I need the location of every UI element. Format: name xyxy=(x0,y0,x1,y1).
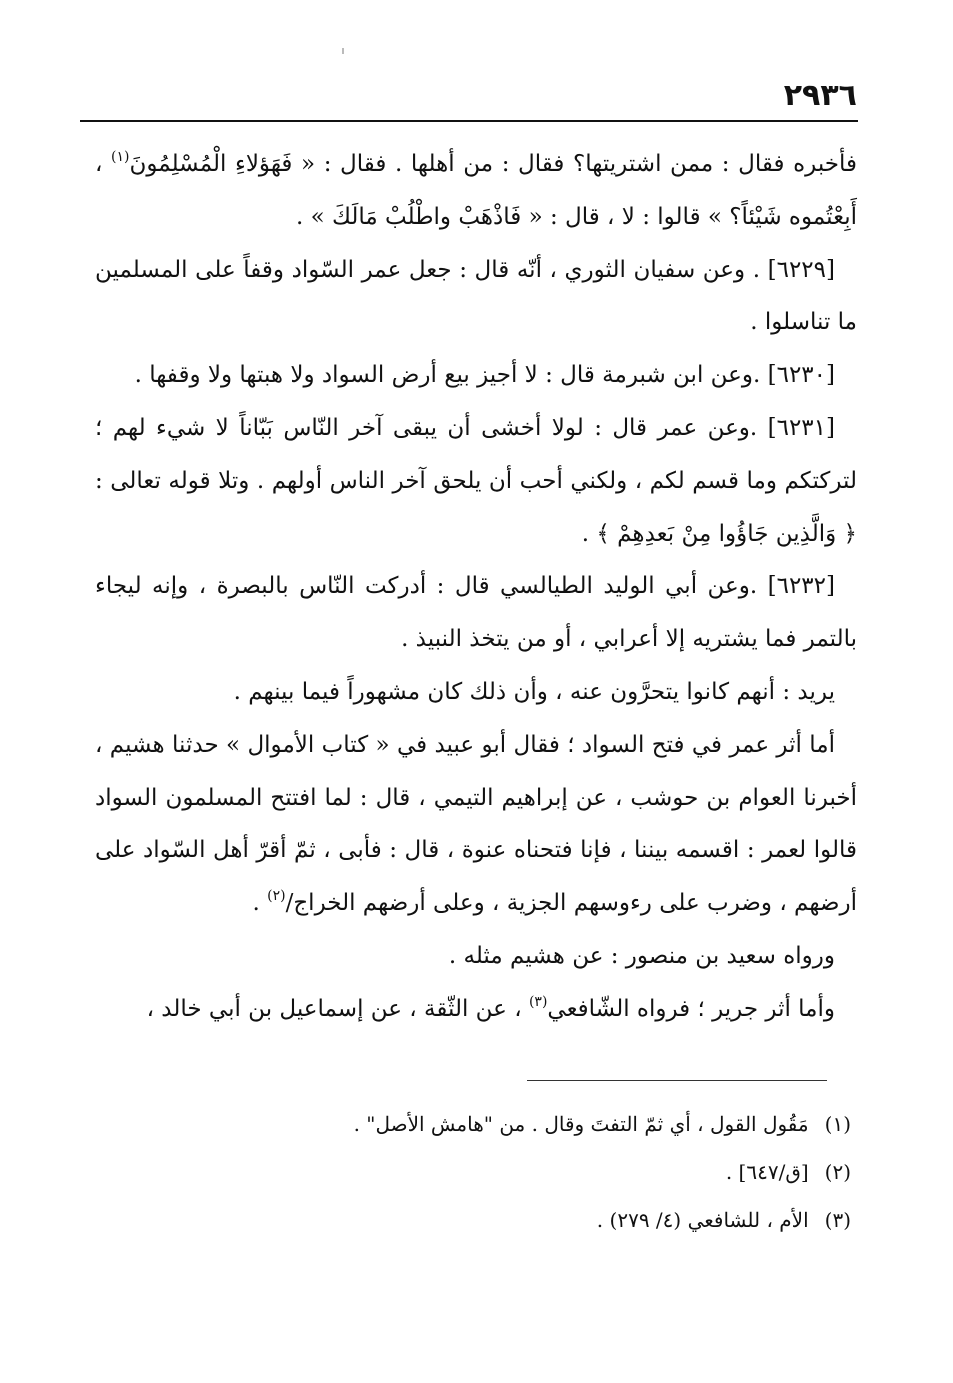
paragraph-text: . xyxy=(252,890,268,917)
paragraph xyxy=(95,666,857,719)
footnote-ref: (٣) xyxy=(528,993,548,1010)
paragraph-text: فأخبره فقال : ممن اشتريتها؟ فقال : من أهلها . فقال : « فَهَؤلاءِ الْمُسْلِمُونَ xyxy=(129,151,857,177)
paragraph xyxy=(95,244,857,350)
footnote-ref: (٢) xyxy=(267,888,286,905)
footnote xyxy=(111,1148,851,1196)
footnote xyxy=(111,1100,851,1148)
main-text xyxy=(95,138,857,1036)
footnote-separator xyxy=(527,1080,827,1081)
footnote-number: (١) xyxy=(824,1112,851,1136)
paragraph-text: [٦٢٢٩] . وعن سفيان الثوري ، أنّه قال : جعل عمر السّواد وقفاً على المسلمين ما تناسلوا . xyxy=(95,256,857,336)
paragraph xyxy=(95,719,857,930)
footnote xyxy=(111,1196,851,1244)
footnote-text: مَقُول القول ، أي ثمّ التفتَ وقال . من "هامش الأصل" . xyxy=(353,1112,809,1136)
paragraph xyxy=(95,983,857,1036)
paragraph-text: ، أَبِعْتُموه شَيْئاً؟ » قالوا : لا ، قال : « فَاذْهَبْ واطْلُبْ مَالَكَ » . xyxy=(95,151,857,230)
footnote-text: الأم ، للشافعي (٤/ ٢٧٩) . xyxy=(596,1208,809,1232)
paragraph xyxy=(95,930,857,983)
footnote-number: (٢) xyxy=(824,1160,851,1184)
footnote-text: [ق/٦٤٧] . xyxy=(725,1160,809,1184)
paragraph xyxy=(95,138,857,244)
paragraph xyxy=(95,402,857,560)
footnote-number: (٣) xyxy=(824,1208,851,1232)
paragraph-text: [٦٢٣٢] .وعن أبي الوليد الطيالسي قال : أدركت النّاس بالبصرة ، وإنه ليجاء بالتمر فما يشتريه إلا أعرابي ، أو من يتخذ النبيذ . xyxy=(95,573,857,653)
paragraph xyxy=(95,560,857,666)
paragraph-text: [٦٢٣٠] .وعن ابن شبرمة قال : لا أجيز بيع أرض السواد ولا هبتها ولا وقفها . xyxy=(134,362,835,389)
paragraph-text: [٦٢٣١] .وعن عمر قال : لولا أخشى أن يبقى آخر النّاس بَبّاناً لا شيء لهم ؛ لتركتكم وما قسم لكم ، ولكني أحب أن يلحق آخر الناس أولهم . وتلا قوله تعالى : ﴿ وَالَّذِين جَاؤُوا مِنْ بَعدِهِمْ ﴾ . xyxy=(95,414,857,547)
header-rule xyxy=(80,120,858,122)
paragraph-text: ورواه سعيد بن منصور : عن هشيم مثله . xyxy=(448,942,835,969)
footnotes xyxy=(111,1100,851,1244)
paragraph-text: أما أثر عمر في فتح السواد ؛ فقال أبو عبيد في « كتاب الأموال » حدثنا هشيم ، أخبرنا العوام بن حوشب ، عن إبراهيم التيمي ، قال : لما افتتح المسلمون السواد قالوا لعمر : اقسمه بيننا ، فإنا فتحناه عنوة ، قال : فأبى ، ثمّ أقرّ أهل السّواد على أرضهم ، وضرب على رءوسهم الجزية ، وعلى أرضهم الخراج/ xyxy=(95,731,857,917)
paragraph xyxy=(95,349,857,402)
page-number: ٢٩٣٦ xyxy=(783,78,857,113)
paragraph-text: وأما أثر جرير ؛ فرواه الشّافعي xyxy=(547,995,835,1022)
scan-speck xyxy=(342,48,344,54)
paragraph-text: يريد : أنهم كانوا يتحرَّون عنه ، وأن ذلك كان مشهوراً فيما بينهم . xyxy=(233,678,835,705)
footnote-ref: (١) xyxy=(111,149,130,165)
paragraph-text: ، عن الثّقة ، عن إسماعيل بن أبي خالد ، xyxy=(146,995,529,1022)
